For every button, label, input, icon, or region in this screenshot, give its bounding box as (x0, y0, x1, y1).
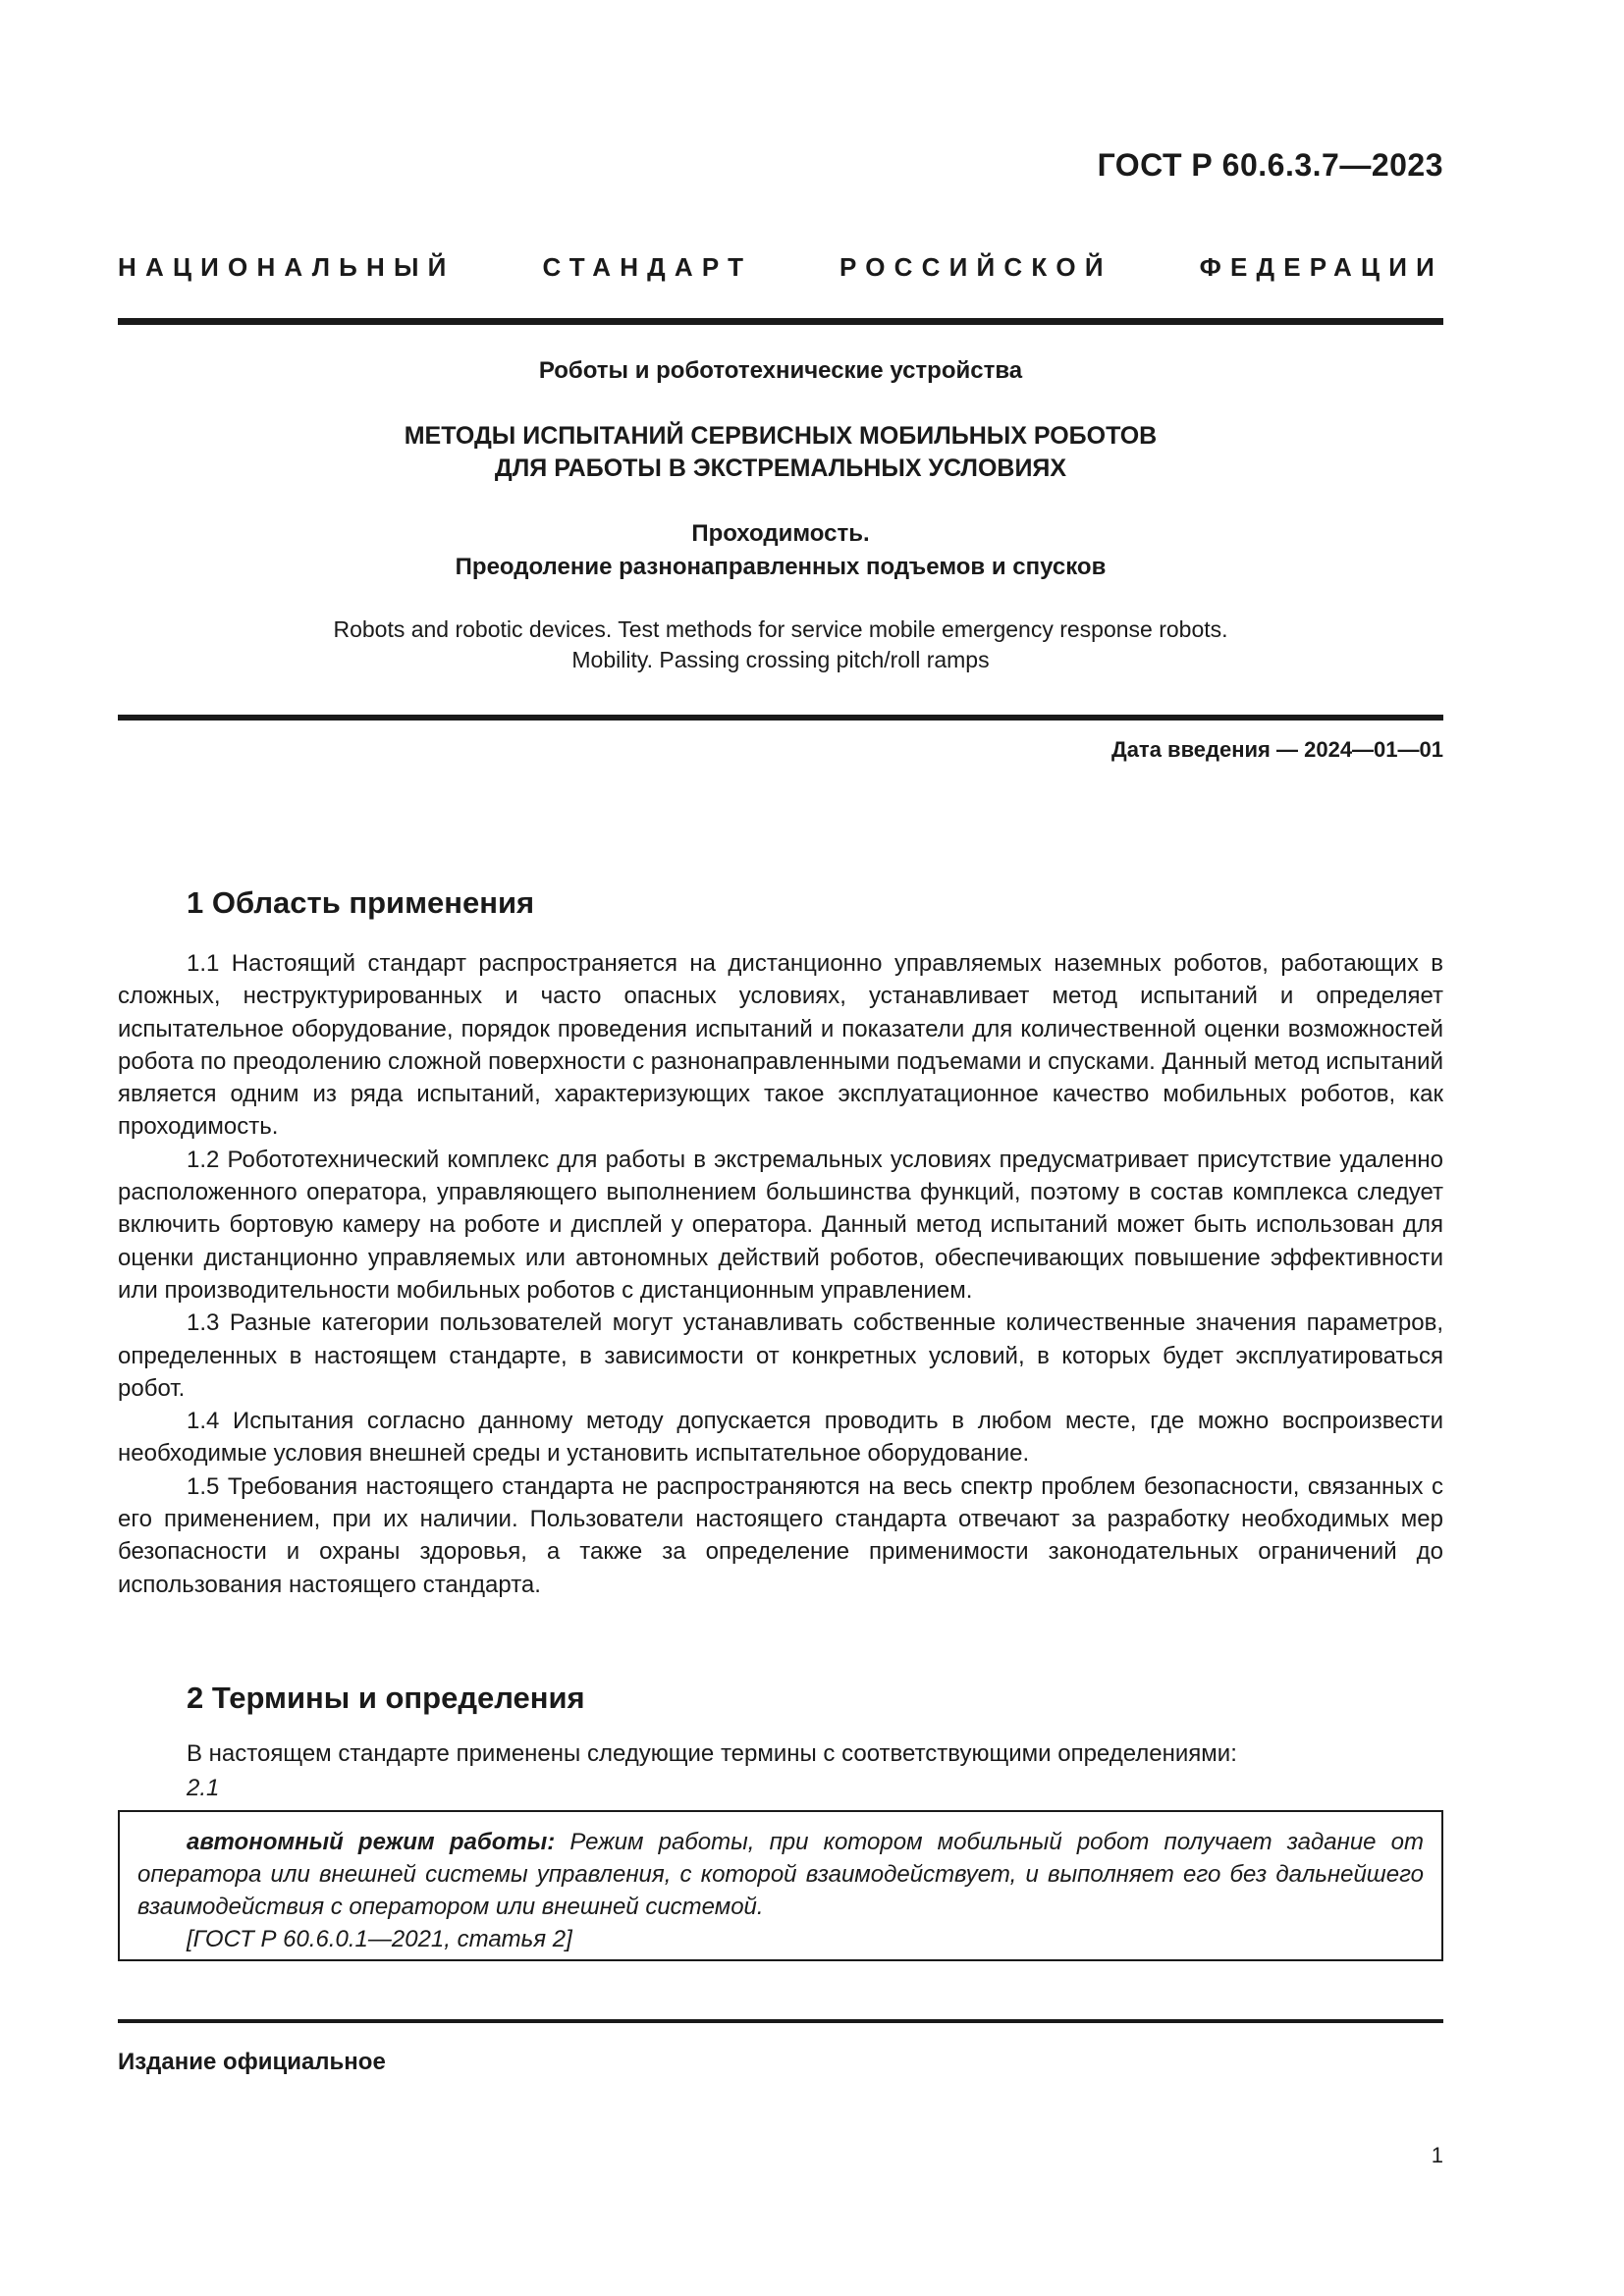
main-title-line-2: ДЛЯ РАБОТЫ В ЭКСТРЕМАЛЬНЫХ УСЛОВИЯХ (494, 454, 1067, 482)
paragraph-1-3: 1.3 Разные категории пользователей могут устанавливать собственные количественные значения параметров, определенных в настоящем стандарте, в зависимости от конкретных условий, в которых будет эксплуатироваться робот. (118, 1309, 1443, 1402)
standard-number: ГОСТ Р 60.6.3.7—2023 (1097, 147, 1443, 183)
english-title-line-1: Robots and robotic devices. Test methods for service mobile emergency response robots. (333, 616, 1228, 642)
sub-title-line-1: Проходимость. (691, 520, 870, 547)
term-name: автономный режим работы: (187, 1829, 556, 1855)
english-title-line-2: Mobility. Passing crossing pitch/roll ramps (571, 647, 990, 672)
footer-divider (118, 2019, 1443, 2023)
term-source: [ГОСТ Р 60.6.0.1—2021, статья 2] (187, 1926, 572, 1952)
paragraph-1-4: 1.4 Испытания согласно данному методу допускается проводить в любом месте, где можно воспроизвести необходимые условия внешней среды и установить испытательное оборудование. (118, 1408, 1443, 1468)
paragraph-1-1: 1.1 Настоящий стандарт распространяется на дистанционно управляемых наземных роботов, работающих в сложных, неструктурированных и часто опасных условиях, устанавливает метод испытаний и определяет испытательное оборудование, порядок проведения испытаний и показатели для количественной оценки возможностей робота по преодолению сложной поверхности с разнонаправленными подъемами и спусками. Данный метод испытаний является одним из ряда испытаний, характеризующих такое эксплуатационное качество мобильных роботов, как проходимость. (118, 950, 1443, 1141)
section-2-heading: 2 Термины и определения (187, 1681, 585, 1715)
edition-label: Издание официальное (118, 2049, 386, 2075)
subject-line: Роботы и робототехнические устройства (538, 357, 1023, 384)
top-divider (118, 318, 1443, 325)
introduction-date: Дата введения — 2024—01—01 (1111, 737, 1443, 762)
main-title (118, 420, 1443, 485)
title-divider (118, 715, 1443, 721)
term-definition-text: Режим работы, при котором мобильный робот получает задание от оператора или внешней системы управления, с которой взаимодействует, и выполняет его без дальнейшего взаимодействия с оператором или внешней системой. (137, 1829, 1424, 1920)
english-title (118, 614, 1443, 675)
sub-title (118, 517, 1443, 584)
section-1-heading: 1 Область применения (187, 885, 535, 920)
national-standard-title: НАЦИОНАЛЬНЫЙ СТАНДАРТ РОССИЙСКОЙ ФЕДЕРАЦИИ (118, 252, 1443, 282)
term-definition (137, 1826, 1424, 1923)
sub-title-line-2: Преодоление разнонаправленных подъемов и спусков (455, 554, 1107, 580)
section-1-body (118, 947, 1443, 1601)
paragraph-1-5: 1.5 Требования настоящего стандарта не распространяются на весь спектр проблем безопасности, связанных с его применением, при их наличии. Пользователи настоящего стандарта отвечают за разработку необходимых мер безопасности и охраны здоровья, а также за определение применимости законодательных ограничений до использования настоящего стандарта. (118, 1472, 1443, 1598)
paragraph-1-2: 1.2 Робототехнический комплекс для работы в экстремальных условиях предусматривает присутствие удаленно расположенного оператора, управляющего выполнением большинства функций, поэтому в состав комплекса следует включить бортовую камеру на роботе и дисплей у оператора. Данный метод испытаний может быть использован для оценки дистанционно управляемых или автономных действий роботов, обеспечивающих повышение эффективности или производительности мобильных роботов с дистанционным управлением. (118, 1146, 1443, 1304)
main-title-line-1: МЕТОДЫ ИСПЫТАНИЙ СЕРВИСНЫХ МОБИЛЬНЫХ РОБОТОВ (404, 422, 1158, 450)
term-definition-box (118, 1810, 1443, 1961)
page-number: 1 (1431, 2143, 1443, 2167)
section-2-intro: В настоящем стандарте применены следующие термины с соответствующими определениями: (187, 1740, 1237, 1767)
term-number: 2.1 (187, 1775, 220, 1801)
